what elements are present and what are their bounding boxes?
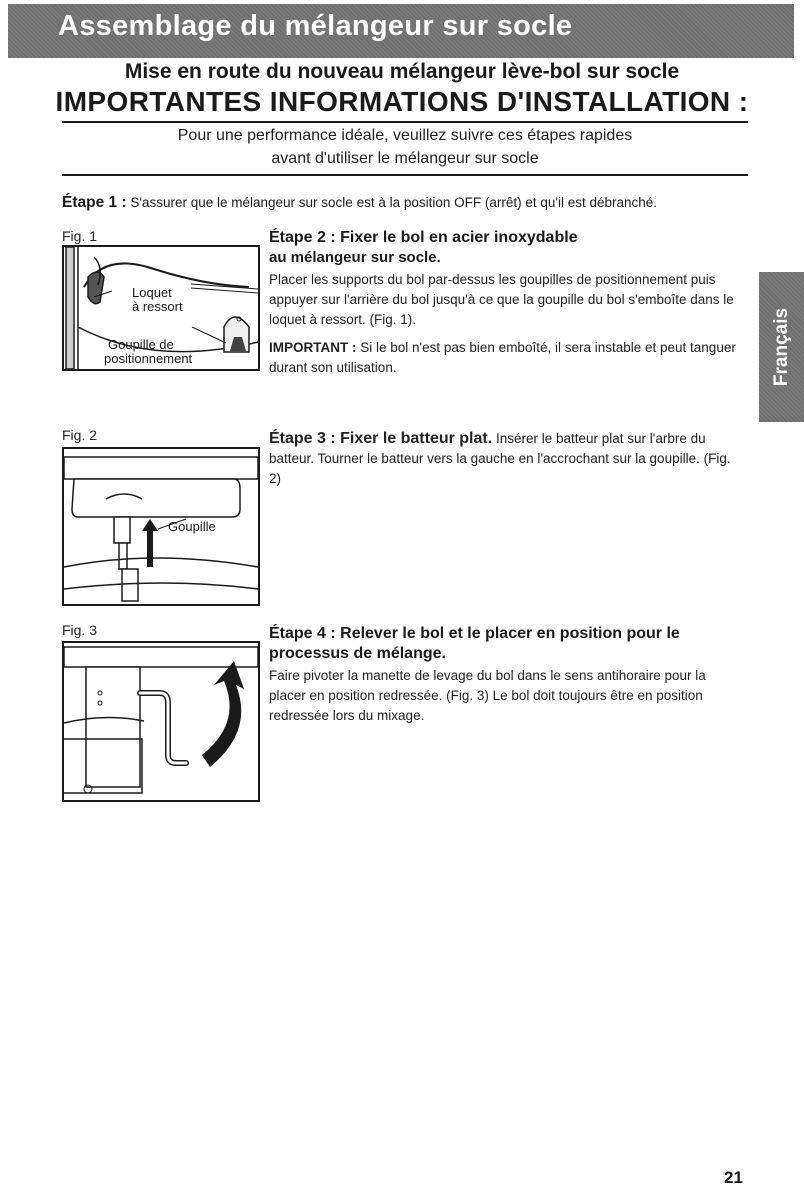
language-tab bbox=[759, 272, 804, 422]
language-tab-label: Français bbox=[770, 307, 792, 387]
mixer-flat-beater-drawing bbox=[64, 449, 258, 604]
step-3-body: Insérer le batteur plat sur l'arbre du batteur. Tourner le batteur vers la gauche en l'accrochant sur la goupille. (Fig. 2) bbox=[269, 431, 731, 486]
fig-2-label: Fig. 2 bbox=[62, 427, 98, 443]
step-4-body: Faire pivoter la manette de levage du bol dans le sens antihoraire pour la placer en position redressée. (Fig. 3) Le bol doit toujours être en position redressée lors du mixage. bbox=[269, 668, 706, 723]
page-subtitle: Mise en route du nouveau mélangeur lève-bol sur socle bbox=[124, 60, 680, 83]
step-2-title: Étape 2 : Fixer le bol en acier inoxydable bbox=[269, 229, 578, 246]
step-2 bbox=[269, 228, 739, 378]
step-3 bbox=[269, 429, 739, 489]
fig-1-callout-positionnement: positionnement bbox=[104, 351, 193, 366]
important-label: IMPORTANT : bbox=[269, 340, 357, 355]
step-2-body: Placer les supports du bol par-dessus les goupilles de positionnement puis appuyer sur l'arrière du bol jusqu'à ce que la goupille du bol s'emboîte dans le loquet à ressort. (Fig. 1). bbox=[269, 272, 734, 327]
fig-2-illustration bbox=[62, 447, 260, 606]
fig-3-illustration bbox=[62, 641, 260, 802]
header-banner bbox=[8, 4, 794, 58]
step-2-important bbox=[269, 338, 739, 378]
step-1-label: Étape 1 : bbox=[62, 194, 127, 211]
intro-text bbox=[62, 124, 748, 170]
fig-1-callout-goupille: Goupille de bbox=[108, 337, 174, 352]
page-title: IMPORTANTES INFORMATIONS D'INSTALLATION : bbox=[55, 86, 749, 117]
fig-1-illustration bbox=[62, 245, 260, 371]
fig-1-callout-loquet: Loquet bbox=[132, 285, 172, 300]
divider-top bbox=[62, 121, 748, 123]
mixer-bowl-latch-drawing bbox=[64, 247, 258, 369]
fig-3-label: Fig. 3 bbox=[62, 622, 98, 638]
page-number: 21 bbox=[724, 1168, 743, 1187]
divider-bottom bbox=[62, 174, 748, 176]
intro-line-2: avant d'utiliser le mélangeur sur socle bbox=[271, 150, 539, 167]
mixer-bowl-lift-drawing bbox=[64, 643, 258, 800]
fig-1-callout-ressort: à ressort bbox=[132, 299, 183, 314]
banner-title: Assemblage du mélangeur sur socle bbox=[58, 10, 573, 42]
step-4-title: Étape 4 : Relever le bol et le placer en position pour le processus de mélange. bbox=[269, 625, 680, 662]
step-3-title: Étape 3 : Fixer le batteur plat. bbox=[269, 430, 493, 447]
intro-line-1: Pour une performance idéale, veuillez suivre ces étapes rapides bbox=[177, 127, 633, 144]
fig-2-callout-goupille: Goupille bbox=[168, 519, 216, 534]
step-2-subtitle: au mélangeur sur socle. bbox=[269, 249, 441, 266]
step-1 bbox=[62, 194, 657, 212]
important-text: Si le bol n'est pas bien emboîté, il sera instable et peut tanguer durant son utilisation. bbox=[269, 340, 736, 375]
fig-1-label: Fig. 1 bbox=[62, 228, 98, 244]
step-4 bbox=[269, 624, 739, 726]
step-1-text: S'assurer que le mélangeur sur socle est à la position OFF (arrêt) et qu'il est débranché. bbox=[130, 195, 658, 210]
